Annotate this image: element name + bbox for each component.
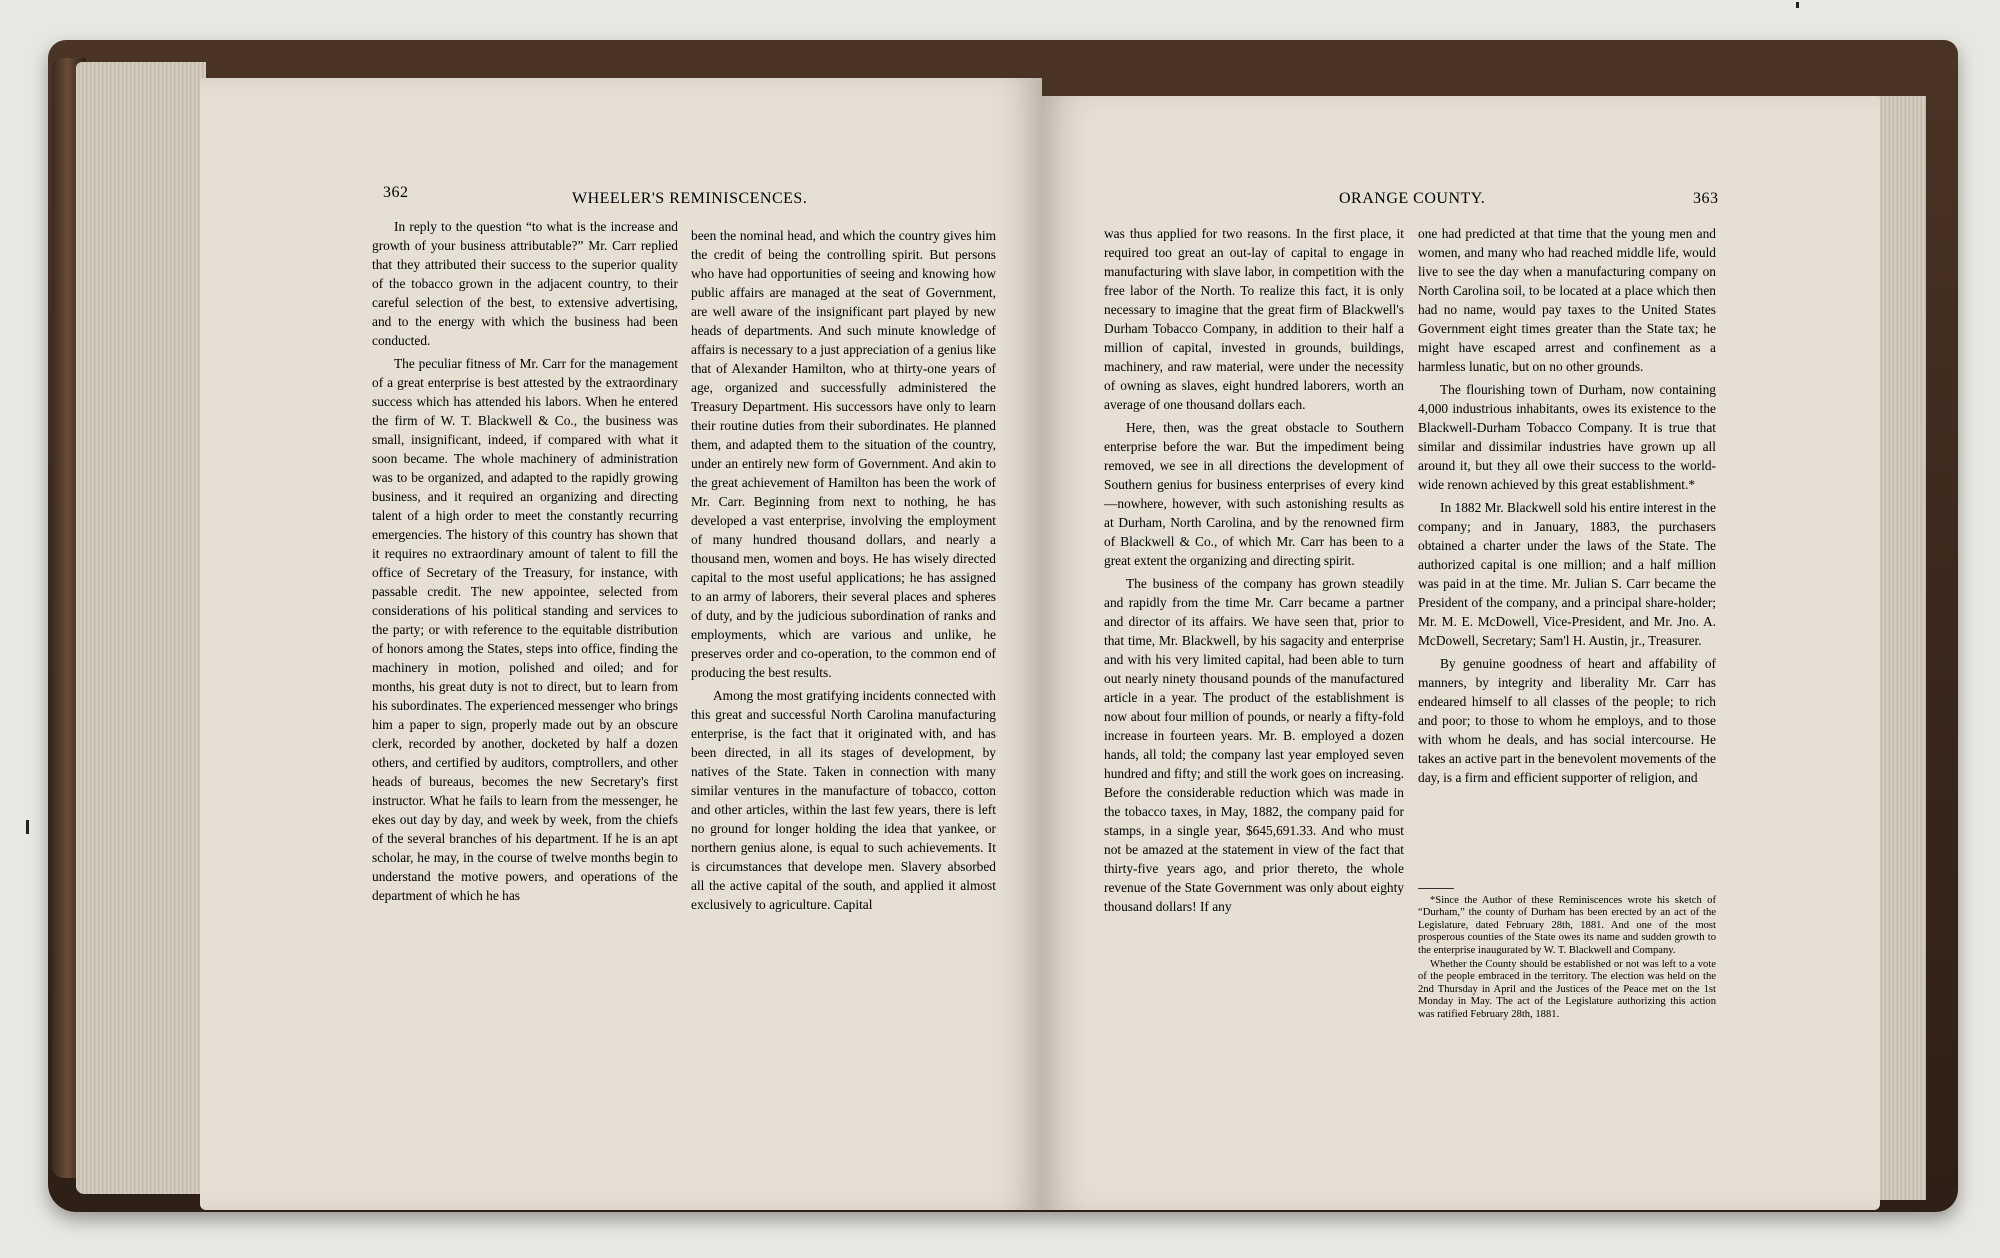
paragraph: In reply to the question “to what is the increase and growth of your business attributable?” Mr. Carr replied that they attributed their success to the superior quality of the tobacco grown in the adjacent country, to their careful selection of the best, to extensive advertising, and to the energy with which the business had been conducted.: [372, 219, 678, 348]
footnote-rule: [1418, 888, 1454, 889]
stray-mark: [1796, 2, 1799, 8]
right-page-column-1: [1104, 224, 1404, 916]
paragraph: In 1882 Mr. Blackwell sold his entire interest in the company; and in January, 1883, the purchasers obtained a charter under the laws of the State. The authorized capital is one million; and a half million was paid in at the time. Mr. Julian S. Carr became the President of the company, and a principal share-holder; Mr. M. E. McDowell, Vice-President, and Mr. Jno. A. McDowell, Secretary; Sam'l H. Austin, jr., Treasurer.: [1418, 500, 1716, 648]
paragraph: The peculiar fitness of Mr. Carr for the management of a great enterprise is best attested by the extraordinary success which has attended his labors. When he entered the firm of W. T. Blackwell & Co., the business was small, insignificant, indeed, if compared with what it soon became. The whole machinery of administration was to be organized, and adapted to the rapidly growing business, and it required an organizing and directing talent of a high order to meet the constantly recurring emergencies. The history of this country has shown that it requires no extraordinary amount of talent to fill the office of Secretary of the Treasury, for instance, with passable credit. The new appointee, selected from considerations of his political standing and services to the party; or with reference to the equitable distribution of honors among the States, steps into office, finding the machinery in motion, polished and oiled; and for months, his great duty is not to direct, but to learn from his subordinates. The experienced messenger who brings him a paper to sign, properly made out by an obscure clerk, recorded by another, docketed by half a dozen others, and certified by auditors, comptrollers, and other heads of bureaus, becomes the new Secretary's first instructor. What he fails to learn from the messenger, he ekes out day by day, and week by week, from the chiefs of the several branches of his department. If he is an apt scholar, he may, in the course of twelve months begin to understand the motive powers, and operations of the department of which he has: [372, 356, 678, 903]
paragraph: The flourishing town of Durham, now containing 4,000 industrious inhabitants, owes its existence to the Blackwell-Durham Tobacco Company. It is true that similar and dissimilar industries have grown up all around it, but they all owe their success to the world-wide renown achieved by this great establishment.*: [1418, 382, 1716, 492]
paragraph: By genuine goodness of heart and affability of manners, by integrity and liberality Mr. Carr has endeared himself to all classes of the people; to rich and poor; to those to whom he employs, and to those with whom he deals, and has social intercourse. He takes an active part in the benevolent movements of the day, is a firm and efficient supporter of religion, and: [1418, 656, 1716, 785]
left-page-column-2: [691, 226, 996, 914]
paragraph: one had predicted at that time that the young men and women, and many who had reached middle life, would live to see the day when a manufacturing company on North Carolina soil, to be located at a place which then had no name, would pay taxes to the United States Government eight times greater than the State tax; he might have escaped arrest and confinement as a harmless lunatic, but on no other grounds.: [1418, 226, 1716, 374]
paragraph: been the nominal head, and which the country gives him the credit of being the controlling spirit. But persons who have had opportunities of seeing and knowing how public affairs are managed at the seat of Government, are well aware of the insignificant part played by new heads of departments. And such minute knowledge of affairs is necessary to a just appreciation of a genius like that of Alexander Hamilton, who at thirty-one years of age, organized and successfully administered the Treasury Department. His successors have only to learn their routine duties from their subordinates. He planned them, and adapted them to the situation of the country, under an entirely new form of Government. And akin to the great achievement of Hamilton has been the work of Mr. Carr. Beginning from next to nothing, he has developed a vast enterprise, involving the employment of many hundred thousand dollars, and nearly a thousand men, women and boys. He has wisely directed capital to the most useful applications; he has assigned to an army of laborers, their several places and spheres of duty, and by the judicious subordination of ranks and employments, which are various and unlike, he preserves order and co-operation, to the common end of producing the best results.: [691, 228, 996, 680]
paragraph: Here, then, was the great obstacle to Southern enterprise before the war. But the impediment being removed, we see in all directions the development of Southern genius for business enterprises of every kind—nowhere, however, with such astonishing results as at Durham, North Carolina, and by the renowned firm of Blackwell & Co., of which Mr. Carr has been to a great extent the organizing and directing spirit.: [1104, 420, 1404, 568]
left-page-edges: [76, 62, 206, 1194]
left-running-head: WHEELER'S REMINISCENCES.: [572, 190, 808, 207]
footnote: Whether the County should be established or not was left to a vote of the people embraced in the territory. The election was held on the 2nd Thursday in April and the Justices of the Peace met on the 1st Monday in May. The act of the Legislature authorizing this action was ratified February 28th, 1881.: [1418, 959, 1716, 1020]
paragraph: Among the most gratifying incidents connected with this great and successful North Carolina manufacturing enterprise, is the fact that it originated with, and has been directed, in all its stages of development, by natives of the State. Taken in connection with many similar ventures in the manufacture of tobacco, cotton and other articles, within the last few years, there is left no ground for longer holding the idea that yankee, or northern genius alone, is equal to such achievements. It is circumstances that develope men. Slavery absorbed all the active capital of the south, and applied it almost exclusively to agriculture. Capital: [691, 688, 996, 912]
stray-mark: [26, 820, 29, 834]
paragraph: was thus applied for two reasons. In the first place, it required too great an out-lay of capital to engage in manufacturing with slave labor, in competition with the free labor of the North. To realize this fact, it is only necessary to imagine that the great firm of Blackwell's Durham Tobacco Company, in addition to their half a million of capital, invested in grounds, buildings, machinery, and raw material, were under the necessity of owning as slaves, eight hundred laborers, worth an average of one thousand dollars each.: [1104, 226, 1404, 412]
left-page-number: 362: [383, 184, 409, 201]
right-running-head: ORANGE COUNTY.: [1339, 190, 1486, 207]
right-page-number: 363: [1693, 190, 1719, 207]
left-page-column-1: [372, 217, 678, 905]
paragraph: The business of the company has grown steadily and rapidly from the time Mr. Carr became a partner and director of its affairs. We have seen that, prior to that time, Mr. Blackwell, by his sagacity and enterprise and with his very limited capital, had been able to turn out nearly ninety thousand pounds of the manufactured article in a year. The product of the establishment is now about four million of pounds, or nearly a fifty-fold increase in fourteen years. Mr. B. employed a dozen hands, all told; the company last year employed seven hundred and fifty; and still the work goes on increasing. Before the considerable reduction which was made in the tobacco taxes, in May, 1882, the company paid for stamps, in a single year, $645,691.33. And who must not be amazed at the statement in view of the fact that thirty-five years ago, and prior thereto, the whole revenue of the State Government was only about eighty thousand dollars! If any: [1104, 576, 1404, 914]
right-page-column-2: [1418, 224, 1716, 787]
footnote: *Since the Author of these Reminiscences wrote his sketch of “Durham,” the county of Durham has been erected by an act of the Legislature, dated February 28th, 1881. And one of the most prosperous counties of the State owes its name and sudden growth to the enterprise inaugurated by W. T. Blackwell and Company.: [1418, 895, 1716, 956]
right-page-footnotes: [1418, 884, 1716, 1023]
